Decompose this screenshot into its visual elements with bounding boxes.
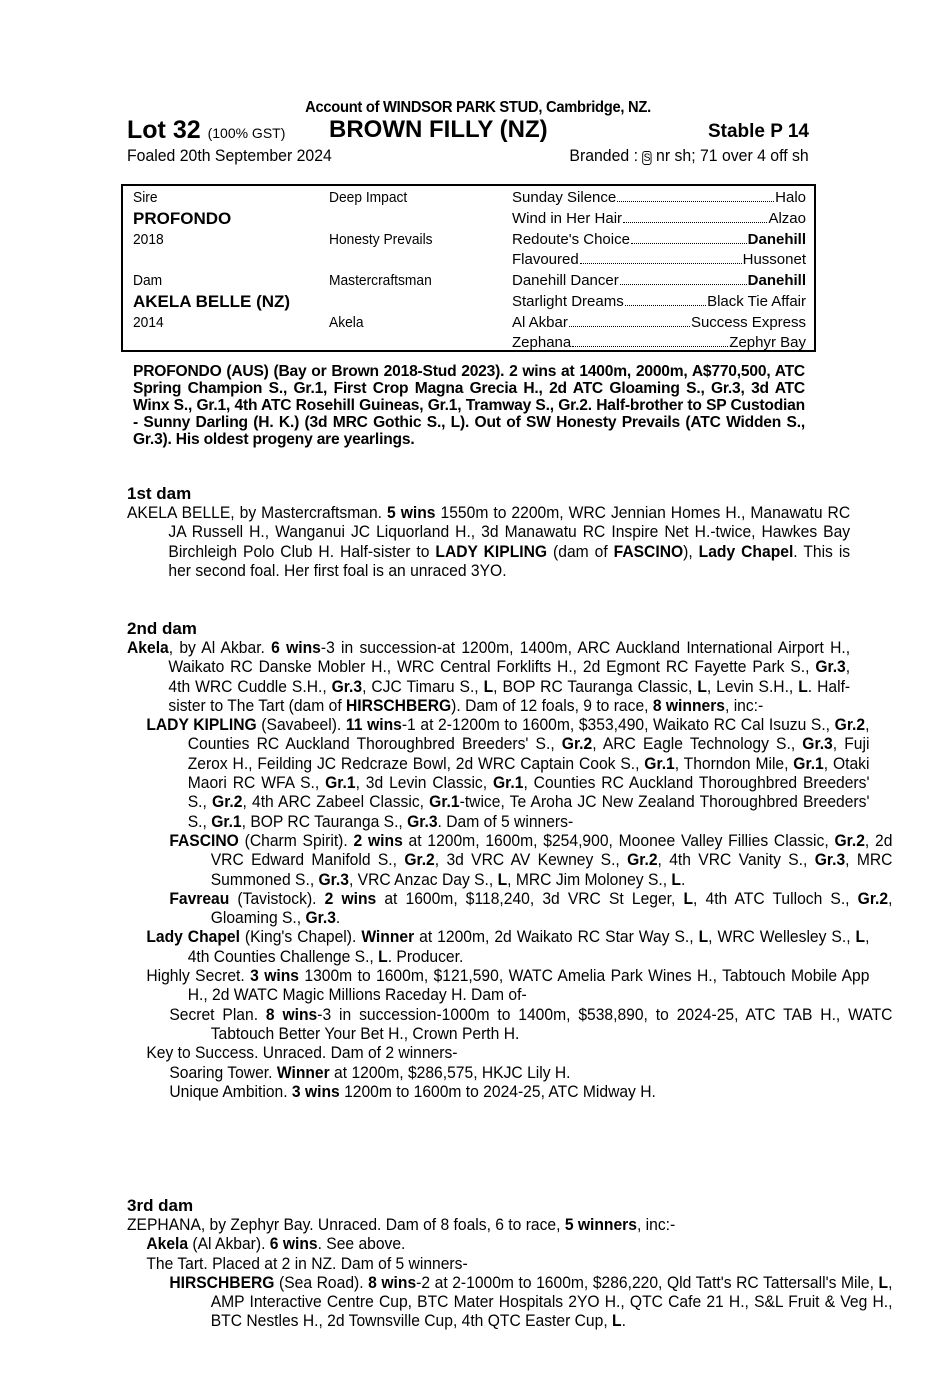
lot-label: Lot 32: [127, 116, 201, 144]
sire-summary: PROFONDO (AUS) (Bay or Brown 2018-Stud 2023). 2 wins at 1400m, 2000m, A$770,500, ATC Spring Champion S., Gr.1, First Crop Magna Grecia H., 2d ATC Gloaming S., Gr.3, 3d ATC Winx S., Gr.1, 4th ATC Rosehill Guineas, Gr.1, Tramway S., Gr.2. Half-brother to SP Custodian - Sunny Darling (H. K.) (3d MRC Gothic S., L). Out of SW Honesty Prevails (ATC Widden S., Gr.3). His oldest progeny are yearlings.: [133, 363, 805, 448]
leader-dots: [580, 251, 742, 264]
leader-dots: [625, 293, 706, 306]
leader-dots: [623, 210, 767, 223]
lot-number: [127, 117, 285, 146]
section-heading: 1st dam: [127, 484, 192, 503]
progeny-entry: Akela (Al Akbar). 6 wins. See above.: [146, 1234, 406, 1254]
pedigree-table: [121, 184, 816, 352]
brand-info: [569, 144, 808, 168]
ancestor: Wind in Her Hair: [512, 210, 623, 227]
dam-entry: ZEPHANA, by Zephyr Bay. Unraced. Dam of 8 foals, 6 to race, 5 winners, inc:-: [127, 1215, 676, 1234]
sire-name: PROFONDO: [133, 209, 232, 228]
progeny-entry: LADY KIPLING (Savabeel). 11 wins-1 at 2-1200m to 1600m, $353,490, Waikato RC Cal Isuzu S., Gr.2, Counties RC Auckland Thoroughbred Breeders' S., Gr.2, ARC Eagle Technology S., Gr.3, Fuji Zerox H., Feilding JC Redcraze Bowl, 2d WRC Captain Cook S., Gr.1, Thorndon Mile, Gr.1, Otaki Maori RC WFA S., Gr.1, 3d Levin Classic, Gr.1, Counties RC Auckland Thoroughbred Breeders' S., Gr.2, 4th ARC Zabeel Classic, Gr.1-twice, Te Aroha JC New Zealand Thoroughbred Breeders' S., Gr.1, BOP RC Tauranga S., Gr.3. Dam of 5 winners-: [146, 715, 870, 831]
leader-dots: [569, 314, 690, 327]
dam-entry: Akela, by Al Akbar. 6 wins-3 in succession-at 1200m, 1400m, ARC Auckland International Airport H., Waikato RC Danske Mobler H., WRC Central Forklifts H., 2d Egmont RC Fayette Park S., Gr.3, 4th WRC Cuddle S.H., Gr.3, CJC Timaru S., L, BOP RC Tauranga Classic, L, Levin S.H., L. Half-sister to The Tart (dam of HIRSCHBERG). Dam of 12 foals, 9 to race, 8 winners, inc:-: [127, 638, 851, 715]
ancestor-sire: Danehill: [747, 272, 806, 289]
pedigree-gen3-row: [512, 251, 806, 268]
progeny-entry: The Tart. Placed at 2 in NZ. Dam of 5 winners-: [146, 1253, 468, 1273]
ancestor-sire: Zephyr Bay: [729, 334, 806, 351]
ancestor: Danehill Dancer: [512, 272, 619, 289]
pedigree-gen3-row: [512, 293, 806, 310]
sire-dam: Honesty Prevails: [329, 231, 433, 248]
leader-dots: [572, 334, 728, 347]
section-heading: 2nd dam: [127, 619, 197, 638]
lot-title: BROWN FILLY (NZ): [329, 116, 548, 143]
leader-dots: [631, 231, 747, 244]
ancestor: Starlight Dreams: [512, 293, 624, 310]
vendor-account: Account of WINDSOR PARK STUD, Cambridge, NZ.: [305, 99, 651, 116]
progeny-entry: FASCINO (Charm Spirit). 2 wins at 1200m, 1600m, $254,900, Moonee Valley Fillies Classic, Gr.2, 2d VRC Edward Manifold S., Gr.2, 3d VRC AV Kewney S., Gr.2, 4th VRC Vanity S., Gr.3, MRC Summoned S., Gr.3, VRC Anzac Day S., L, MRC Jim Moloney S., L.: [169, 830, 893, 889]
dam-name: AKELA BELLE (NZ): [133, 292, 291, 311]
sire-sire: Deep Impact: [329, 189, 408, 206]
pedigree-gen3-row: [512, 231, 806, 248]
pedigree-gen3-row: [512, 210, 806, 227]
dam-sire: Mastercraftsman: [329, 272, 432, 289]
progeny-entry: Unique Ambition. 3 wins 1200m to 1600m to 2024-25, ATC Midway H.: [169, 1081, 656, 1101]
stable-location: Stable P 14: [707, 121, 809, 142]
section-heading: 3rd dam: [127, 1196, 194, 1215]
leader-dots: [620, 272, 747, 285]
catalogue-header: [127, 98, 809, 168]
dam-entry: AKELA BELLE, by Mastercraftsman. 5 wins 1550m to 2200m, WRC Jennian Homes H., Manawatu RC JA Russell H., Wanganui JC Liquorland H., 3d Manawatu RC Inspire Net H.-twice, Hawkes Bay Birchleigh Polo Club H. Half-sister to LADY KIPLING (dam of FASCINO), Lady Chapel. This is her second foal. Her first foal is an unraced 3YO.: [127, 503, 851, 580]
ancestor: Flavoured: [512, 251, 579, 268]
foaled-date: Foaled 20th September 2024: [127, 146, 332, 165]
branded-label: Branded :: [569, 146, 643, 165]
third-dam-section: [127, 1196, 893, 1331]
second-dam-section: [127, 619, 893, 1101]
ancestor-sire: Hussonet: [742, 251, 806, 268]
progeny-entry: Lady Chapel (King's Chapel). Winner at 1200m, 2d Waikato RC Star Way S., L, WRC Wellesley S., L, 4th Counties Challenge S., L. Producer.: [146, 927, 870, 966]
foaled-line: [127, 144, 809, 168]
gst-note: (100% GST): [207, 125, 286, 141]
dam-dam: Akela: [329, 314, 364, 331]
pedigree-gen3-row: [512, 189, 806, 206]
brand-mark-icon: S: [643, 152, 651, 164]
progeny-entry: Favreau (Tavistock). 2 wins at 1600m, $118,240, 3d VRC St Leger, L, 4th ATC Tulloch S., Gr.2, Gloaming S., Gr.3.: [169, 888, 893, 928]
progeny-entry: Highly Secret. 3 wins 1300m to 1600m, $121,590, WATC Amelia Park Wines H., Tabtouch Mobile App H., 2d WATC Magic Millions Raceday H. Dam of-: [146, 966, 870, 1005]
progeny-entry: HIRSCHBERG (Sea Road). 8 wins-2 at 2-1000m to 1600m, $286,220, Qld Tatt's RC Tattersall's Mile, L, AMP Interactive Centre Cup, BTC Mater Hospitals 2YO H., QTC Cafe 21 H., S&L Fruit & Veg H., BTC Nestles H., 2d Townsville Cup, 4th QTC Easter Cup, L.: [169, 1272, 893, 1331]
ancestor: Zephana: [512, 334, 572, 351]
progeny-entry: Secret Plan. 8 wins-3 in succession-1000m to 1400m, $538,890, to 2024-25, ATC TAB H., WATC Tabtouch Better Your Bet H., Crown Perth H.: [169, 1004, 893, 1043]
lot-line: [127, 118, 809, 144]
pedigree-gen3-row: [512, 334, 806, 351]
ancestor-sire: Black Tie Affair: [707, 293, 806, 310]
ancestor: Redoute's Choice: [512, 231, 630, 248]
progeny-entry: Key to Success. Unraced. Dam of 2 winners-: [146, 1043, 458, 1063]
first-dam-section: [127, 484, 851, 580]
ancestor: Al Akbar: [512, 314, 568, 331]
dam-label: Dam: [133, 272, 163, 289]
ancestor-sire: Halo: [775, 189, 806, 206]
pedigree-gen3-row: [512, 314, 806, 331]
dam-year: 2014: [133, 314, 164, 331]
ancestor-sire: Alzao: [768, 210, 806, 227]
sire-label: Sire: [133, 189, 158, 206]
brand-description: nr sh; 71 over 4 off sh: [651, 146, 809, 165]
sire-year: 2018: [133, 231, 164, 248]
ancestor-sire: Danehill: [747, 231, 806, 248]
ancestor: Sunday Silence: [512, 189, 617, 206]
leader-dots: [617, 189, 774, 202]
progeny-entry: Soaring Tower. Winner at 1200m, $286,575, HKJC Lily H.: [169, 1062, 571, 1082]
ancestor-sire: Success Express: [690, 314, 806, 331]
pedigree-gen3-row: [512, 272, 806, 289]
